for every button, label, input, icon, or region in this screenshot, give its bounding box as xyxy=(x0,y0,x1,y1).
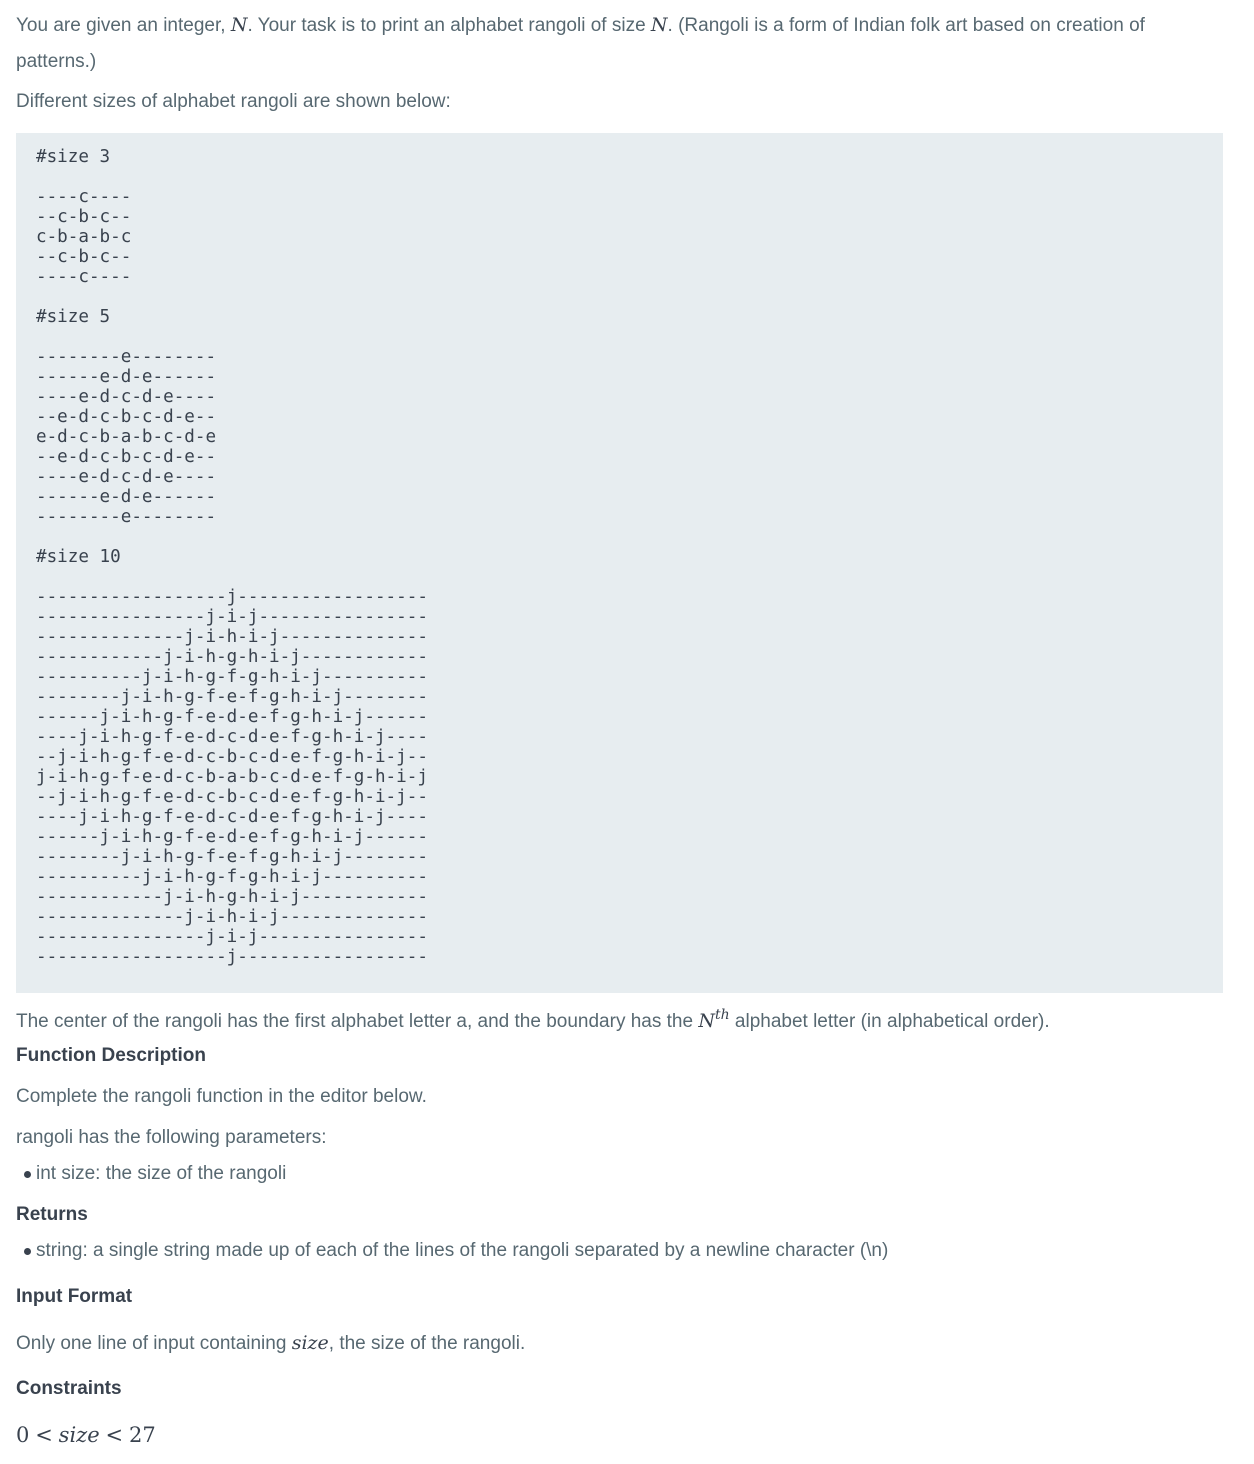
intro-text-3: . (Rangoli is a form of Indian folk art based on creation of patterns.) xyxy=(16,15,1145,72)
intro-paragraph xyxy=(16,7,1223,80)
code-line: ----c---- xyxy=(36,267,132,287)
constraint-expression xyxy=(16,1420,156,1451)
code-line: --------e-------- xyxy=(36,347,217,367)
code-line: --e-d-c-b-c-d-e-- xyxy=(36,447,217,467)
complete-function-text: Complete the rangoli function in the editor below. xyxy=(16,1086,427,1107)
code-line: ------------j-i-h-g-h-i-j------------ xyxy=(36,887,428,907)
center-description xyxy=(16,997,1050,1040)
code-line: ------------------j------------------ xyxy=(36,587,428,607)
parameters-intro: rangoli has the following parameters: xyxy=(16,1127,327,1148)
nth-superscript: th xyxy=(714,1007,730,1023)
bullet-icon xyxy=(24,1248,31,1255)
constraint-op-1: < xyxy=(35,1423,53,1447)
input-format-text xyxy=(16,1325,525,1362)
code-line: j-i-h-g-f-e-d-c-b-a-b-c-d-e-f-g-h-i-j xyxy=(36,767,428,787)
code-line: ----------j-i-h-g-f-g-h-i-j---------- xyxy=(36,667,428,687)
code-line xyxy=(36,167,1203,187)
constraints-heading: Constraints xyxy=(16,1378,122,1399)
rangoli-examples-code-block[interactable] xyxy=(16,133,1223,993)
code-line: ----------------j-i-j---------------- xyxy=(36,927,428,947)
code-line: --j-i-h-g-f-e-d-c-b-c-d-e-f-g-h-i-j-- xyxy=(36,787,428,807)
code-line: ------------------j------------------ xyxy=(36,947,428,967)
code-line: ------e-d-e------ xyxy=(36,367,217,387)
code-line: --e-d-c-b-c-d-e-- xyxy=(36,407,217,427)
input-text-2: , the size of the rangoli. xyxy=(328,1333,526,1354)
code-line: ----------j-i-h-g-f-g-h-i-j---------- xyxy=(36,867,428,887)
code-line: --c-b-c-- xyxy=(36,247,132,267)
code-line: --------j-i-h-g-f-e-f-g-h-i-j-------- xyxy=(36,687,428,707)
center-text-1: The center of the rangoli has the first alphabet letter a, and the boundary has the xyxy=(16,1011,699,1032)
size-variable: size xyxy=(291,1332,329,1354)
code-line: --------j-i-h-g-f-e-f-g-h-i-j-------- xyxy=(36,847,428,867)
return-text: string: a single string made up of each of the lines of the rangoli separated by a newline character (\n) xyxy=(36,1240,889,1261)
function-description-heading: Function Description xyxy=(16,1045,206,1066)
bullet-icon xyxy=(24,1171,31,1178)
code-line: --------------j-i-h-i-j-------------- xyxy=(36,907,428,927)
constraint-op-2: < xyxy=(105,1423,124,1447)
code-line: ----------------j-i-j---------------- xyxy=(36,607,428,627)
input-format-heading: Input Format xyxy=(16,1286,133,1307)
center-text-2: alphabet letter (in alphabetical order). xyxy=(729,1011,1050,1032)
code-line: ----j-i-h-g-f-e-d-c-d-e-f-g-h-i-j---- xyxy=(36,807,428,827)
code-line: ------e-d-e------ xyxy=(36,487,217,507)
different-sizes-text: Different sizes of alphabet rangoli are shown below: xyxy=(16,91,451,112)
code-line: --------------j-i-h-i-j-------------- xyxy=(36,627,428,647)
constraint-var: size xyxy=(58,1423,100,1447)
code-line: ------j-i-h-g-f-e-d-e-f-g-h-i-j------ xyxy=(36,827,428,847)
list-item-return xyxy=(36,1233,888,1269)
code-line: --------e-------- xyxy=(36,507,217,527)
intro-text-2: . Your task is to print an alphabet rangoli of size xyxy=(247,15,651,36)
code-line: #size 5 xyxy=(36,307,111,327)
constraint-low: 0 xyxy=(16,1423,30,1447)
code-line: #size 10 xyxy=(36,547,121,567)
code-line: ----e-d-c-d-e---- xyxy=(36,387,217,407)
code-line: e-d-c-b-a-b-c-d-e xyxy=(36,427,217,447)
code-line: --c-b-c-- xyxy=(36,207,132,227)
code-line xyxy=(36,527,1203,547)
code-line: --j-i-h-g-f-e-d-c-b-c-d-e-f-g-h-i-j-- xyxy=(36,747,428,767)
code-line xyxy=(36,287,1203,307)
code-line xyxy=(36,327,1203,347)
code-line xyxy=(36,567,1203,587)
code-line: ----j-i-h-g-f-e-d-c-d-e-f-g-h-i-j---- xyxy=(36,727,428,747)
code-line: c-b-a-b-c xyxy=(36,227,132,247)
input-text-1: Only one line of input containing xyxy=(16,1333,292,1354)
constraint-high: 27 xyxy=(128,1423,156,1447)
code-line: ------------j-i-h-g-h-i-j------------ xyxy=(36,647,428,667)
n-symbol-2: N xyxy=(650,14,668,36)
list-item-parameter xyxy=(36,1156,286,1192)
nth-symbol: N xyxy=(698,1010,715,1032)
parameter-text: int size: the size of the rangoli xyxy=(36,1163,287,1184)
n-symbol: N xyxy=(230,14,248,36)
returns-heading: Returns xyxy=(16,1204,88,1225)
code-line: #size 3 xyxy=(36,147,111,167)
code-line: ----c---- xyxy=(36,187,132,207)
code-line: ------j-i-h-g-f-e-d-e-f-g-h-i-j------ xyxy=(36,707,428,727)
intro-text-1: You are given an integer, xyxy=(16,15,231,36)
code-line: ----e-d-c-d-e---- xyxy=(36,467,217,487)
